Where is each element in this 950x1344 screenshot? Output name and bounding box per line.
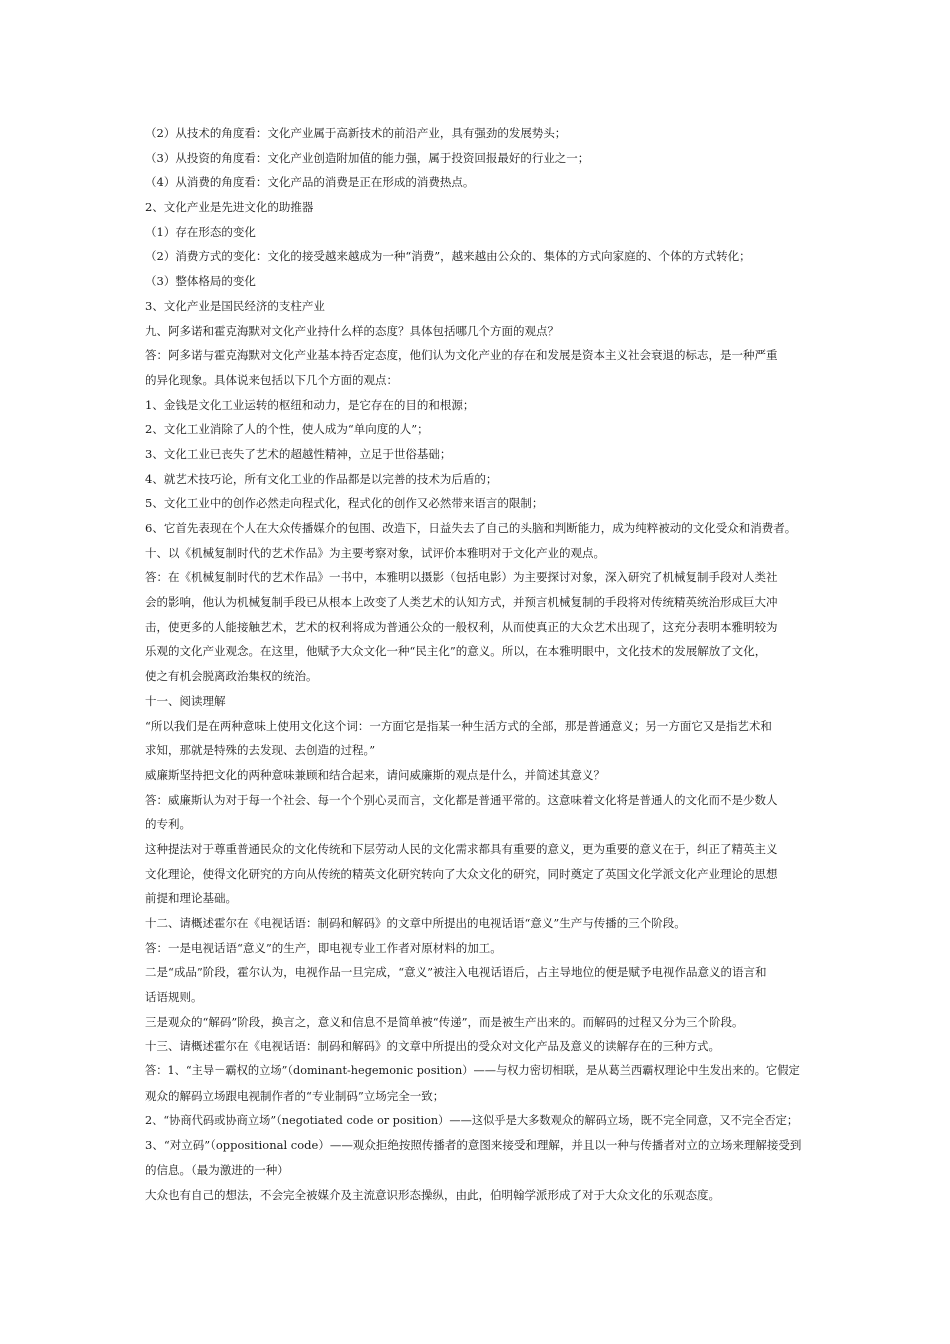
text-line: （4）从消费的角度看：文化产品的消费是正在形成的消费热点。: [145, 175, 475, 190]
answer-line: 的专利。: [145, 817, 191, 832]
text-line: （1）存在形态的变化: [145, 224, 256, 239]
answer-line: 答：1、“主导－霸权的立场”（dominant-hegemonic position）——与权力密切相联，是从葛兰西霸权理论中生发出来的。它假定: [145, 1064, 800, 1078]
answer-line: 二是“成品”阶段，霍尔认为，电视作品一旦完成，“意义”被注入电视话语后，占主导地位的便是赋予电视作品意义的语言和: [145, 965, 767, 980]
text-line: （2）从技术的角度看：文化产业属于高新技术的前沿产业，具有强劲的发展势头；: [145, 126, 567, 140]
answer-line: 前提和理论基础。: [145, 891, 237, 906]
list-item: 1、金钱是文化工业运转的枢纽和动力，是它存在的目的和根源；: [145, 397, 475, 412]
list-item: 4、就艺术技巧论，所有文化工业的作品都是以完善的技术为后盾的；: [145, 471, 498, 486]
quote-line: “所以我们是在两种意味上使用文化这个词：一方面它是指某一种生活方式的全部，那是普通意义；另一方面它又是指艺术和: [145, 718, 772, 733]
question-heading: 十一、阅读理解: [145, 693, 226, 708]
answer-line: 2、“协商代码或协商立场”（negotiated code or position）——这似乎是大多数观众的解码立场，既不完全同意，又不完全否定；: [145, 1113, 799, 1127]
list-item: 5、文化工业中的创作必然走向程式化，程式化的创作又必然带来语言的限制；: [145, 496, 544, 511]
list-item: 2、文化工业消除了人的个性，使人成为“单向度的人”；: [145, 422, 429, 437]
text-line: （2）消费方式的变化：文化的接受越来越成为一种“消费”，越来越由公众的、集体的方式向家庭的、个体的方式转化；: [145, 249, 751, 264]
answer-line: 会的影响，他认为机械复制手段已从根本上改变了人类艺术的认知方式，并预言机械复制的手段将对传统精英统治形成巨大冲: [145, 595, 778, 610]
quote-line: 求知，那就是特殊的去发现、去创造的过程。”: [145, 743, 376, 758]
answer-line: 观众的解码立场跟电视制作者的“专业制码”立场完全一致；: [145, 1088, 445, 1103]
answer-line: 击，使更多的人能接触艺术，艺术的权利将成为普通公众的一般权利，从而使真正的大众艺术出现了，这充分表明本雅明较为: [145, 619, 778, 634]
answer-line: 3、“对立码”（oppositional code）——观众拒绝按照传播者的意图来接受和理解，并且以一种与传播者对立的立场来理解接受到: [145, 1138, 802, 1153]
answer-line: 答：阿多诺与霍克海默对文化产业基本持否定态度，他们认为文化产业的存在和发展是资本主义社会衰退的标志，是一种严重: [145, 348, 778, 363]
text-line: （3）从投资的角度看：文化产业创造附加值的能力强，属于投资回报最好的行业之一；: [145, 150, 590, 165]
answer-line: 使之有机会脱离政治集权的统治。: [145, 669, 318, 684]
answer-line: 文化理论，使得文化研究的方向从传统的精英文化研究转向了大众文化的研究，同时奠定了英国文化学派文化产业理论的思想: [145, 866, 778, 881]
list-item: 6、它首先表现在个人在大众传播媒介的包围、改造下，日益失去了自己的头脑和判断能力，成为纯粹被动的文化受众和消费者。: [145, 521, 797, 535]
answer-line: 乐观的文化产业观念。在这里，他赋予大众文化一种“民主化”的意义。所以，在本雅明眼中，文化技术的发展解放了文化，: [145, 644, 767, 659]
list-item: 3、文化工业已丧失了艺术的超越性精神，立足于世俗基础；: [145, 446, 452, 461]
question-line: 威廉斯坚持把文化的两种意味兼顾和结合起来，请问威廉斯的观点是什么，并简述其意义？: [145, 767, 605, 782]
answer-line: 的信息。（最为激进的一种）: [145, 1162, 289, 1177]
answer-line: 答：威廉斯认为对于每一个社会、每一个个别心灵而言，文化都是普通平常的。这意味着文化将是普通人的文化而不是少数人: [145, 792, 778, 807]
question-heading: 十三、请概述霍尔在《电视话语：制码和解码》的文章中所提出的受众对文化产品及意义的读解存在的三种方式。: [145, 1039, 720, 1054]
question-heading: 十、以《机械复制时代的艺术作品》为主要考察对象，试评价本雅明对于文化产业的观点。: [145, 545, 605, 560]
answer-line: 三是观众的“解码”阶段，换言之，意义和信息不是简单被“传递”，而是被生产出来的。而解码的过程又分为三个阶段。: [145, 1014, 744, 1029]
answer-line: 的异化现象。具体说来包括以下几个方面的观点：: [145, 372, 398, 387]
document-page: [145, 121, 809, 1207]
answer-line: 答：一是电视话语“意义”的生产，即电视专业工作者对原材料的加工。: [145, 940, 502, 955]
answer-line: 答：在《机械复制时代的艺术作品》一书中，本雅明以摄影（包括电影）为主要探讨对象，深入研究了机械复制手段对人类社: [145, 570, 778, 585]
question-heading: 九、阿多诺和霍克海默对文化产业持什么样的态度？具体包括哪几个方面的观点？: [145, 323, 559, 338]
text-line: （3）整体格局的变化: [145, 274, 256, 289]
conclusion-line: 大众也有自己的想法，不会完全被媒介及主流意识形态操纵，由此，伯明翰学派形成了对于大众文化的乐观态度。: [145, 1187, 720, 1202]
answer-line: 这种提法对于尊重普通民众的文化传统和下层劳动人民的文化需求都具有重要的意义，更为重要的意义在于，纠正了精英主义: [145, 841, 778, 856]
question-heading: 十二、请概述霍尔在《电视话语：制码和解码》的文章中所提出的电视话语“意义”生产与传播的三个阶段。: [145, 916, 686, 930]
section-heading: 2、文化产业是先进文化的助推器: [145, 200, 314, 215]
section-heading: 3、文化产业是国民经济的支柱产业: [145, 298, 325, 313]
answer-line: 话语规则。: [145, 990, 203, 1005]
